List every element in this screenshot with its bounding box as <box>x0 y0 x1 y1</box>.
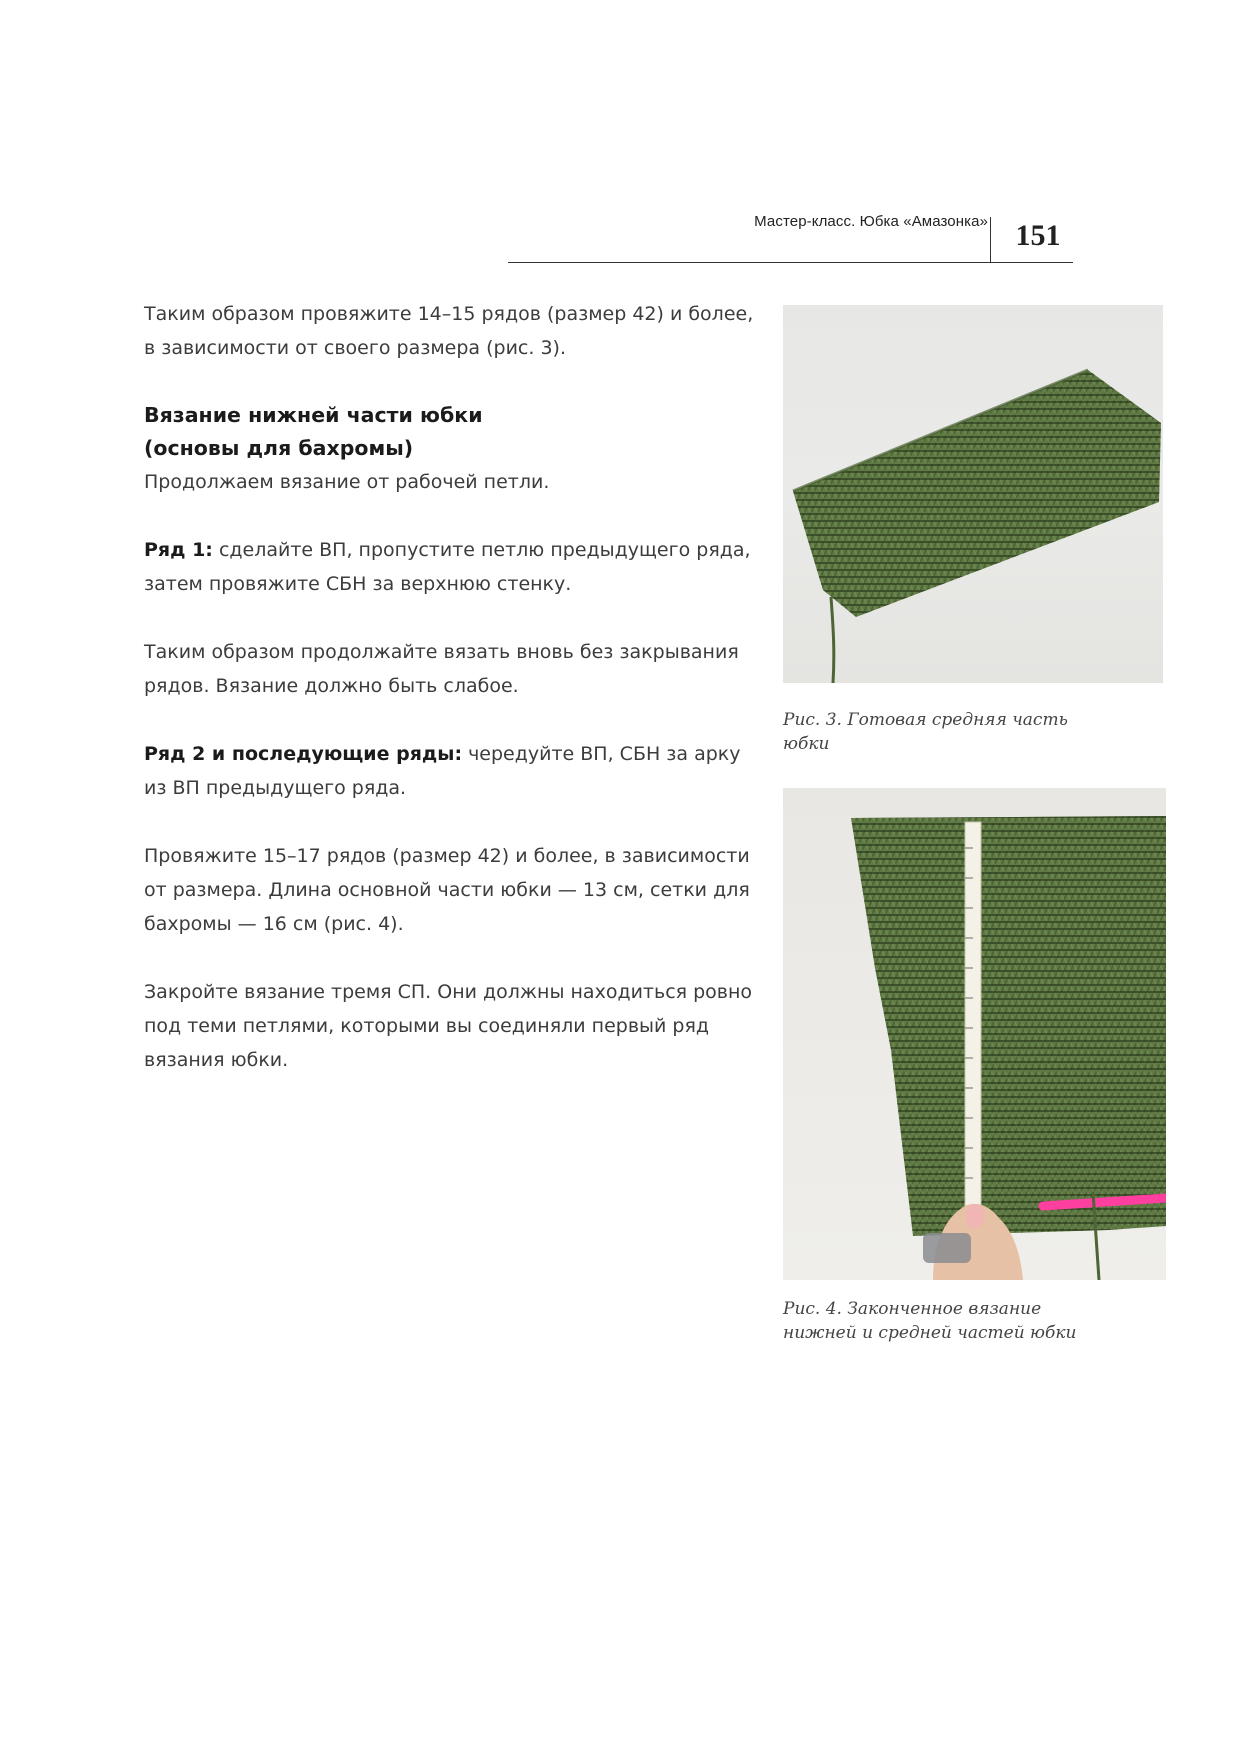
main-text-column <box>144 297 756 1111</box>
figure-4-photo <box>783 788 1166 1280</box>
row-2-label: Ряд 2 и последующие ряды: <box>144 743 463 765</box>
running-title: Мастер-класс. Юбка «Амазонка» <box>754 213 988 230</box>
row-2-text: чередуйте ВП, СБН за арку из ВП предыдущего ряда. <box>144 743 741 799</box>
row-1-paragraph <box>144 533 756 601</box>
closing-paragraph: Закройте вязание тремя СП. Они должны находиться ровно под теми петлями, которыми вы соединяли первый ряд вязания юбки. <box>144 981 753 1071</box>
continue-paragraph: Таким образом продолжайте вязать вновь без закрывания рядов. Вязание должно быть слабое. <box>144 641 739 697</box>
row-2-paragraph <box>144 737 756 805</box>
section-heading-line-1: Вязание нижней части юбки <box>144 403 483 427</box>
row-1-text: сделайте ВП, пропустите петлю предыдущего ряда, затем провяжите СБН за верхнюю стенку. <box>144 539 751 595</box>
figure-3-photo <box>783 305 1163 683</box>
header-divider <box>990 217 991 262</box>
figure-4-caption: Рис. 4. Законченное вязание нижней и средней частей юбки <box>783 1299 1077 1343</box>
intro-paragraph: Таким образом провяжите 14–15 рядов (размер 42) и более, в зависимости от своего размера (рис. 3). <box>144 303 754 359</box>
measuring-tape-illustration <box>783 788 1166 1280</box>
yarn-tail-illustration <box>783 305 1163 683</box>
row-1-label: Ряд 1: <box>144 539 213 561</box>
section-heading-line-2: (основы для бахромы) <box>144 436 414 460</box>
rows-count-paragraph: Провяжите 15–17 рядов (размер 42) и более, в зависимости от размера. Длина основной части юбки — 13 см, сетки для бахромы — 16 см (рис. 4). <box>144 845 750 935</box>
section-lead-paragraph: Продолжаем вязание от рабочей петли. <box>144 471 550 493</box>
page-number: 151 <box>1015 219 1061 252</box>
header-rule <box>508 262 1073 263</box>
figure-3-caption: Рис. 3. Готовая средняя часть юбки <box>783 710 1068 754</box>
